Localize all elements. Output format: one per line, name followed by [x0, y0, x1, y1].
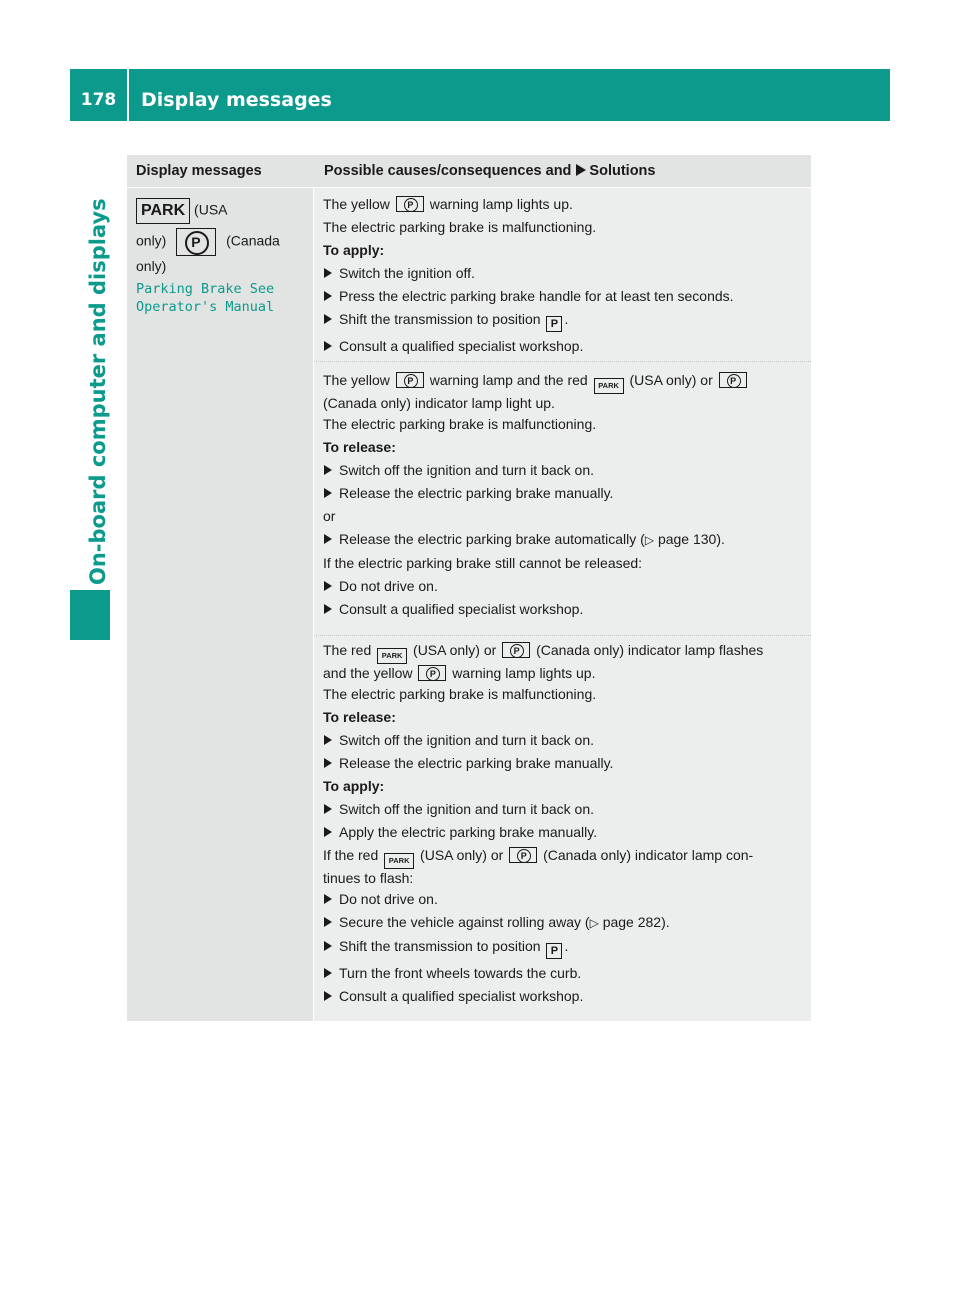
solution-cell-3 — [323, 641, 807, 1010]
usa-note: (USA — [194, 201, 228, 218]
page-title: Display messages — [141, 89, 332, 111]
page-number: 178 — [80, 90, 117, 110]
text: (Canada only) indicator lamp flashes — [536, 642, 764, 658]
text: (USA only) or — [420, 847, 504, 863]
page-ref-icon: ▷ — [589, 916, 599, 930]
list-item — [323, 754, 807, 772]
text: . — [564, 938, 569, 954]
text: tinues to flash: — [323, 870, 414, 886]
park-indicator-icon: PARK — [594, 378, 624, 394]
text: Secure the vehicle against rolling away ( — [339, 914, 590, 930]
display-messages-table — [127, 155, 811, 1021]
text: Consult a qualified specialist workshop. — [339, 988, 584, 1004]
list-item — [323, 577, 807, 595]
display-message-text-line1: Parking Brake See — [136, 281, 275, 297]
text: The electric parking brake is malfunctioning. — [323, 686, 597, 702]
text: and the yellow — [323, 665, 413, 681]
usa-note-cont: only) — [136, 232, 167, 249]
text: (Canada only) indicator lamp light up. — [323, 395, 555, 411]
display-message-text-line2: Operator's Manual — [136, 299, 275, 315]
section-heading: To release: — [323, 439, 396, 455]
canada-note: (Canada — [226, 232, 280, 249]
solution-cell-1 — [323, 195, 807, 360]
parking-brake-p-circle-icon — [176, 228, 216, 256]
list-item — [323, 964, 807, 982]
header-divider — [127, 69, 129, 121]
text: Release the electric parking brake automatically ( — [339, 531, 645, 547]
page-ref-icon: ▷ — [644, 533, 655, 547]
parking-brake-warning-icon — [418, 665, 446, 681]
text: warning lamp and the red — [429, 372, 588, 388]
text: Switch off the ignition and turn it back on. — [339, 732, 595, 748]
text: warning lamp lights up. — [452, 665, 596, 681]
text: Press the electric parking brake handle for at least ten seconds. — [339, 288, 734, 304]
list-item — [323, 800, 807, 818]
row-divider — [314, 361, 811, 362]
list-item — [323, 890, 807, 908]
parking-brake-p-icon — [719, 372, 747, 388]
text: Shift the transmission to position — [339, 938, 541, 954]
text: The electric parking brake is malfunctioning. — [323, 416, 597, 432]
parking-brake-p-icon — [502, 642, 530, 658]
chapter-side-tab: On-board computer and displays — [86, 198, 110, 585]
text: Release the electric parking brake manually. — [339, 485, 614, 501]
list-item — [323, 913, 807, 932]
page-link[interactable]: page 130). — [657, 531, 725, 547]
text: The yellow — [323, 196, 390, 212]
list-item — [323, 287, 807, 305]
text: The yellow — [323, 372, 390, 388]
list-item — [323, 310, 807, 332]
park-indicator-icon: PARK — [136, 198, 190, 224]
list-item — [323, 600, 807, 618]
text: (Canada only) indicator lamp con- — [543, 847, 754, 863]
text: Consult a qualified specialist workshop. — [339, 601, 584, 617]
text: Switch off the ignition and turn it back on. — [339, 462, 595, 478]
chapter-tab-marker — [70, 590, 110, 640]
page-link[interactable]: page 282). — [602, 914, 670, 930]
text: The electric parking brake is malfunctioning. — [323, 219, 597, 235]
canada-note-cont: only) — [136, 258, 167, 274]
text: (USA only) or — [629, 372, 713, 388]
park-indicator-icon: PARK — [377, 648, 407, 664]
parking-brake-warning-icon — [396, 372, 424, 388]
col-header-causes-solutions — [324, 155, 655, 187]
text: If the red — [323, 847, 379, 863]
row-divider — [314, 635, 811, 636]
park-indicator-icon: PARK — [384, 853, 414, 869]
solution-cell-2 — [323, 371, 807, 623]
gear-p-icon: P — [546, 943, 562, 959]
section-heading: To apply: — [323, 778, 385, 794]
text: Do not drive on. — [339, 891, 438, 907]
list-item — [323, 337, 807, 355]
list-item — [323, 823, 807, 841]
text: Release the electric parking brake manually. — [339, 755, 614, 771]
text: The red — [323, 642, 372, 658]
text: Turn the front wheels towards the curb. — [339, 965, 582, 981]
text: Consult a qualified specialist workshop. — [339, 338, 584, 354]
solutions-arrow-icon — [576, 164, 586, 176]
list-item — [323, 484, 807, 502]
col-header-display-messages: Display messages — [136, 163, 262, 179]
gear-p-icon: P — [546, 316, 562, 332]
text: Switch off the ignition and turn it back on. — [339, 801, 595, 817]
text: If the electric parking brake still cannot be released: — [323, 555, 643, 571]
list-item — [323, 937, 807, 959]
text: Do not drive on. — [339, 578, 438, 594]
text: warning lamp lights up. — [429, 196, 573, 212]
col-header-text-b: Solutions — [589, 163, 656, 179]
display-message-cell — [136, 198, 308, 316]
list-item — [323, 987, 807, 1005]
list-item — [323, 530, 807, 549]
text: Switch the ignition off. — [339, 265, 475, 281]
text: . — [564, 311, 569, 327]
parking-brake-warning-icon — [396, 196, 424, 212]
section-heading: To apply: — [323, 242, 385, 258]
text: Shift the transmission to position — [339, 311, 541, 327]
parking-brake-p-icon — [509, 847, 537, 863]
col-header-text-a: Possible causes/consequences and — [324, 163, 572, 179]
text: (USA only) or — [413, 642, 497, 658]
list-item — [323, 731, 807, 749]
text: or — [323, 508, 336, 524]
list-item — [323, 264, 807, 282]
text: Apply the electric parking brake manually. — [339, 824, 598, 840]
table-header — [127, 155, 811, 187]
list-item — [323, 461, 807, 479]
section-heading: To release: — [323, 709, 396, 725]
